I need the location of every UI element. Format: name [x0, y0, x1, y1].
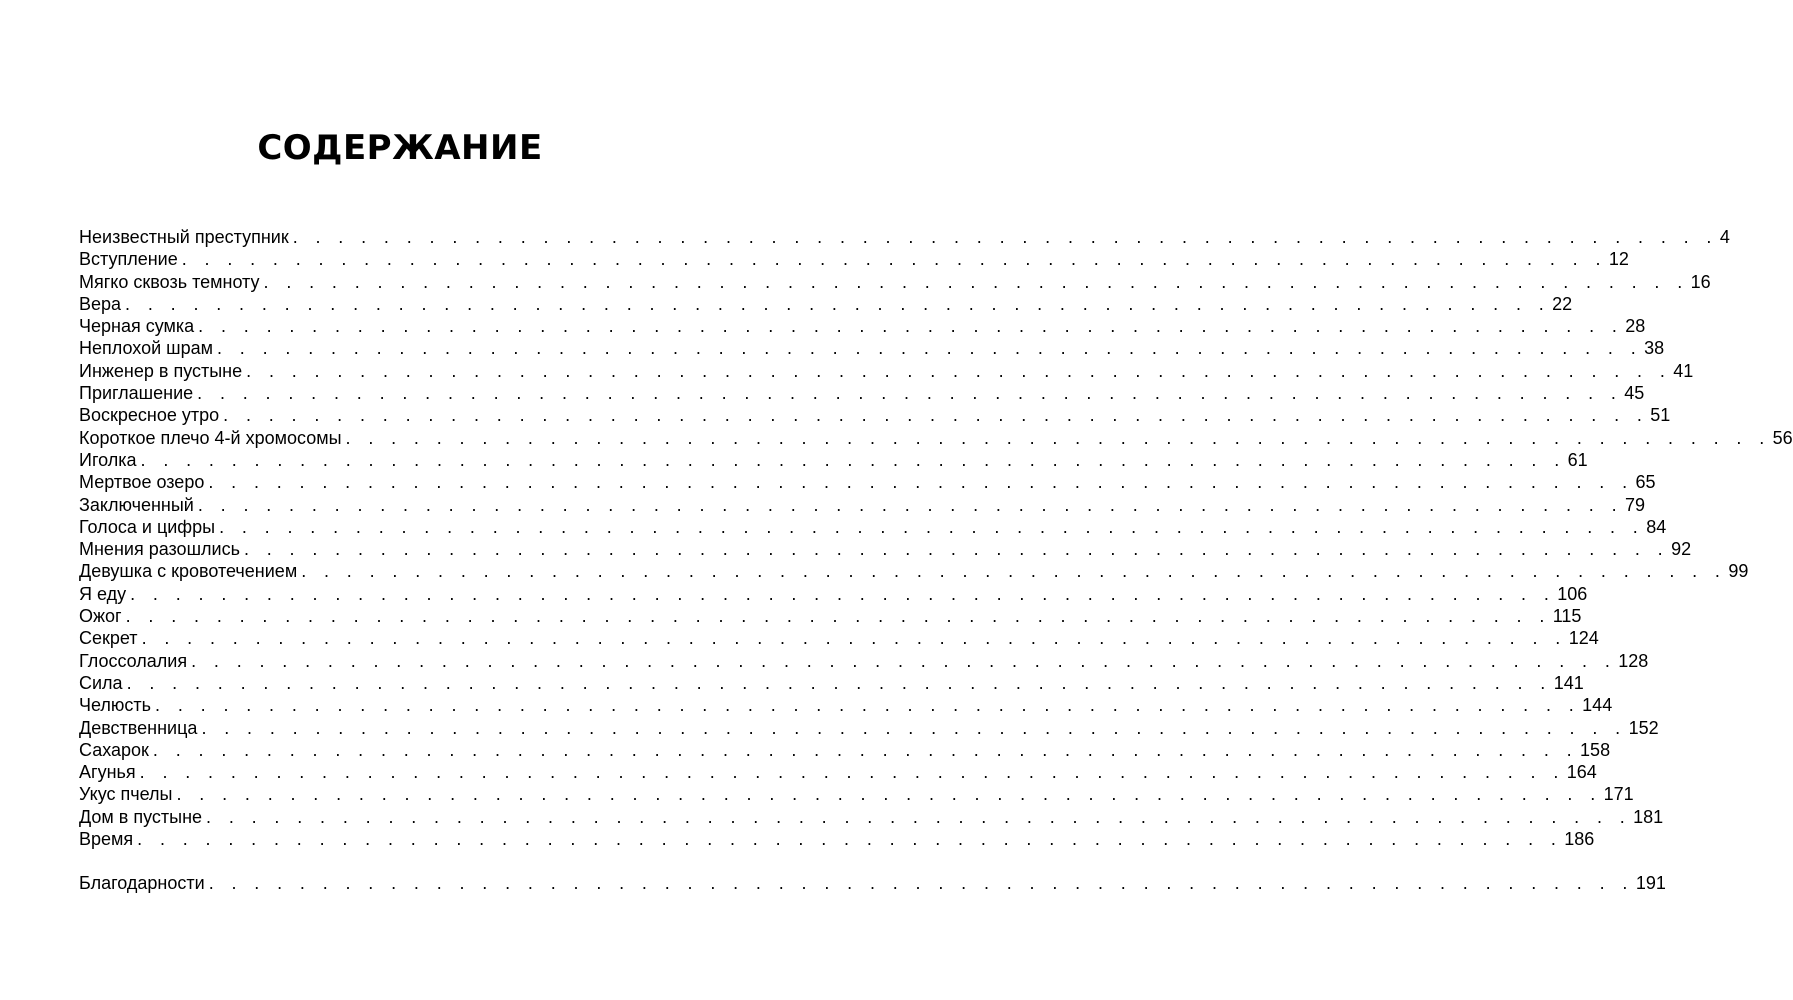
- page-title: СОДЕРЖАНИЕ: [257, 128, 543, 168]
- dot-leader: . . . . . . . . . . . . . . . . . . . . . . . . . . . . . . . . . . . . . . . . . . . . . . . . . . . . . . . . . . . . . . .: [216, 338, 1643, 359]
- dot-leader: . . . . . . . . . . . . . . . . . . . . . . . . . . . . . . . . . . . . . . . . . . . . . . . . . . . . . . . . . . . . . . .: [141, 628, 1567, 649]
- toc-entry-title: Сахарок: [79, 739, 149, 760]
- dot-leader: . . . . . . . . . . . . . . . . . . . . . . . . . . . . . . . . . . . . . . . . . . . . . . . . . . . . . . . . . . . . . . .: [208, 472, 1634, 493]
- toc-entry: [79, 583, 1588, 605]
- toc-entry-page: 22: [1552, 293, 1573, 314]
- toc-entry-title: Укус пчелы: [79, 784, 173, 805]
- toc-entry: [79, 828, 1595, 850]
- dot-leader: . . . . . . . . . . . . . . . . . . . . . . . . . . . . . . . . . . . . . . . . . . . . . . . . . . . . . . . . . . . . . . .: [137, 829, 1563, 850]
- dot-leader: . . . . . . . . . . . . . . . . . . . . . . . . . . . . . . . . . . . . . . . . . . . . . . . . . . . . . . . . . . . . . . .: [201, 717, 1627, 738]
- toc-entry-title: Заключенный: [79, 494, 194, 515]
- toc-entry-page: 4: [1719, 227, 1730, 247]
- toc-entry-page: 115: [1552, 606, 1582, 627]
- toc-entry-page: 191: [1635, 873, 1666, 894]
- toc-entry: [79, 650, 1649, 672]
- toc-entry-title: Голоса и цифры: [79, 516, 216, 537]
- toc-entry: [79, 672, 1584, 694]
- toc-entry: [79, 783, 1634, 805]
- toc-entry: [79, 271, 1711, 293]
- toc-entry-title: Сила: [79, 672, 123, 693]
- toc-entry-page: 186: [1564, 829, 1595, 850]
- toc-entry-title: Короткое плечо 4-й хромосомы: [79, 427, 342, 448]
- toc-entry: [79, 694, 1613, 716]
- toc-entry: [79, 516, 1667, 538]
- dot-leader: . . . . . . . . . . . . . . . . . . . . . . . . . . . . . . . . . . . . . . . . . . . . . . . . . . . . . . . . . . . . . . .: [208, 873, 1634, 894]
- toc-entry: [79, 248, 1629, 270]
- toc-entry: [79, 315, 1646, 337]
- dot-leader: . . . . . . . . . . . . . . . . . . . . . . . . . . . . . . . . . . . . . . . . . . . . . . . . . . . . . . . . . . . . . . .: [176, 784, 1602, 805]
- toc-entry-title: Вера: [79, 293, 122, 314]
- toc-entry-page: 84: [1646, 516, 1667, 537]
- toc-entry-title: Дом в пустыне: [79, 806, 203, 827]
- toc-entry-title: Девственница: [79, 717, 198, 738]
- dot-leader: . . . . . . . . . . . . . . . . . . . . . . . . . . . . . . . . . . . . . . . . . . . . . . . . . . . . . . . . . . . . . . .: [263, 271, 1689, 292]
- dot-leader: . . . . . . . . . . . . . . . . . . . . . . . . . . . . . . . . . . . . . . . . . . . . . . . . . . . . . . . . . . . . . . .: [345, 427, 1771, 448]
- dot-leader: . . . . . . . . . . . . . . . . . . . . . . . . . . . . . . . . . . . . . . . . . . . . . . . . . . . . . . . . . . . . . . .: [223, 405, 1649, 426]
- toc-entry-title: Я еду: [79, 583, 127, 604]
- dot-leader: . . . . . . . . . . . . . . . . . . . . . . . . . . . . . . . . . . . . . . . . . . . . . . . . . . . . . . . . . . . . . . .: [197, 494, 1623, 515]
- dot-leader: . . . . . . . . . . . . . . . . . . . . . . . . . . . . . . . . . . . . . . . . . . . . . . . . . . . . . . . . . . . . . . .: [219, 516, 1645, 537]
- toc-entry-title: Иголка: [79, 449, 137, 470]
- dot-leader: . . . . . . . . . . . . . . . . . . . . . . . . . . . . . . . . . . . . . . . . . . . . . . . . . . . . . . . . . . . . . . .: [125, 606, 1551, 627]
- toc-entry: [79, 337, 1665, 359]
- dot-leader: . . . . . . . . . . . . . . . . . . . . . . . . . . . . . . . . . . . . . . . . . . . . . . . . . . . . . . . . . . . . . . .: [126, 672, 1552, 693]
- toc-entry-page: 41: [1673, 360, 1694, 381]
- toc-entry-title: Неизвестный преступник: [79, 227, 289, 247]
- dot-leader: . . . . . . . . . . . . . . . . . . . . . . . . . . . . . . . . . . . . . . . . . . . . . . . . . . . . . . . . . . . . . . .: [125, 293, 1551, 314]
- dot-leader: . . . . . . . . . . . . . . . . . . . . . . . . . . . . . . . . . . . . . . . . . . . . . . . . . . . . . . . . . . . . . . .: [130, 583, 1556, 604]
- toc-entry-page: 56: [1772, 427, 1793, 448]
- dot-leader: . . . . . . . . . . . . . . . . . . . . . . . . . . . . . . . . . . . . . . . . . . . . . . . . . . . . . . . . . . . . . . .: [198, 316, 1624, 337]
- toc-entry-title: Ожог: [79, 606, 122, 627]
- toc-entry-page: 158: [1580, 739, 1611, 760]
- dot-leader: . . . . . . . . . . . . . . . . . . . . . . . . . . . . . . . . . . . . . . . . . . . . . . . . . . . . . . . . . . . . . . .: [139, 762, 1565, 783]
- toc-entry-title: Благодарности: [79, 873, 205, 894]
- toc-entry-page: 28: [1625, 316, 1646, 337]
- toc-entry-title: Приглашение: [79, 383, 194, 404]
- dot-leader: . . . . . . . . . . . . . . . . . . . . . . . . . . . . . . . . . . . . . . . . . . . . . . . . . . . . . . . . . . . . . . .: [197, 383, 1623, 404]
- toc-entry: [79, 806, 1664, 828]
- toc-entry-page: 152: [1628, 717, 1659, 738]
- toc-entry-title: Челюсть: [79, 695, 152, 716]
- toc-entry-title: Неплохой шрам: [79, 338, 213, 359]
- dot-leader: . . . . . . . . . . . . . . . . . . . . . . . . . . . . . . . . . . . . . . . . . . . . . . . . . . . . . . . . . . . . . . .: [152, 739, 1579, 760]
- dot-leader: . . . . . . . . . . . . . . . . . . . . . . . . . . . . . . . . . . . . . . . . . . . . . . . . . . . . . . . . . . . . . . .: [301, 561, 1727, 582]
- toc-entry-page: 51: [1650, 405, 1671, 426]
- dot-leader: . . . . . . . . . . . . . . . . . . . . . . . . . . . . . . . . . . . . . . . . . . . . . . . . . . . . . . . . . . . . . . .: [191, 650, 1617, 671]
- toc-entry: [79, 449, 1588, 471]
- toc-entry: [79, 538, 1692, 560]
- toc-entry-page: 79: [1624, 494, 1645, 515]
- toc-entry-title: Мягко сквозь темноту: [79, 271, 260, 292]
- toc-entry-page: 124: [1568, 628, 1599, 649]
- toc-entry-title: Мнения разошлись: [79, 539, 240, 560]
- dot-leader: . . . . . . . . . . . . . . . . . . . . . . . . . . . . . . . . . . . . . . . . . . . . . . . . . . . . . . . . . . . . . . .: [243, 539, 1670, 560]
- dot-leader: . . . . . . . . . . . . . . . . . . . . . . . . . . . . . . . . . . . . . . . . . . . . . . . . . . . . . . . . . . . . . . .: [246, 360, 1672, 381]
- toc-entry: [79, 627, 1599, 649]
- toc-entry-page: 38: [1644, 338, 1665, 359]
- toc-entry-title: Воскресное утро: [79, 405, 220, 426]
- toc-entry: [79, 471, 1656, 493]
- toc-entry: [79, 382, 1645, 404]
- toc-entry-title: Агунья: [79, 762, 136, 783]
- toc-entry-title: Глоссолалия: [79, 650, 188, 671]
- toc-entry-title: Время: [79, 829, 134, 850]
- toc-entry-page: 61: [1567, 449, 1588, 470]
- dot-leader: . . . . . . . . . . . . . . . . . . . . . . . . . . . . . . . . . . . . . . . . . . . . . . . . . . . . . . . . . . . . . . .: [181, 249, 1607, 270]
- toc-entry-page: 99: [1728, 561, 1749, 582]
- toc-entry-title: Инженер в пустыне: [79, 360, 243, 381]
- toc-entry-title: Секрет: [79, 628, 138, 649]
- toc-entry-page: 141: [1553, 672, 1584, 693]
- toc-entry: [79, 560, 1749, 582]
- dot-leader: . . . . . . . . . . . . . . . . . . . . . . . . . . . . . . . . . . . . . . . . . . . . . . . . . . . . . . . . . . . . . . .: [292, 227, 1718, 247]
- section-gap: [79, 850, 677, 872]
- toc-entry-page: 65: [1635, 472, 1656, 493]
- toc-entry-page: 106: [1557, 583, 1588, 604]
- dot-leader: . . . . . . . . . . . . . . . . . . . . . . . . . . . . . . . . . . . . . . . . . . . . . . . . . . . . . . . . . . . . . . .: [140, 449, 1566, 470]
- toc-entry-page: 164: [1566, 762, 1597, 783]
- toc-entry-page: 16: [1690, 271, 1711, 292]
- toc-entry: [79, 360, 1694, 382]
- toc-entry-title: Вступление: [79, 249, 178, 270]
- toc-entry-page: 45: [1624, 383, 1645, 404]
- toc-entry-page: 92: [1671, 539, 1692, 560]
- toc-entry: [79, 872, 1666, 894]
- toc-entry-title: Девушка с кровотечением: [79, 561, 298, 582]
- toc-entry: [79, 404, 1671, 426]
- dot-leader: . . . . . . . . . . . . . . . . . . . . . . . . . . . . . . . . . . . . . . . . . . . . . . . . . . . . . . . . . . . . . . .: [206, 806, 1632, 827]
- toc-entry: [79, 717, 1659, 739]
- toc-entry-page: 12: [1608, 249, 1629, 270]
- toc-entry: [79, 293, 1573, 315]
- toc-entry: [79, 605, 1582, 627]
- table-of-contents: [79, 226, 1793, 895]
- toc-entry: [79, 739, 1611, 761]
- toc-entry-page: 144: [1582, 695, 1613, 716]
- toc-entry-title: Мертвое озеро: [79, 472, 205, 493]
- toc-entry-page: 128: [1618, 650, 1649, 671]
- toc-entry: [79, 427, 1793, 449]
- toc-entry: [79, 494, 1645, 516]
- toc-entry-title: Черная сумка: [79, 316, 195, 337]
- toc-entry: [79, 226, 1730, 248]
- toc-entry: [79, 761, 1597, 783]
- dot-leader: . . . . . . . . . . . . . . . . . . . . . . . . . . . . . . . . . . . . . . . . . . . . . . . . . . . . . . . . . . . . . . .: [155, 695, 1581, 716]
- toc-entry-page: 171: [1603, 784, 1634, 805]
- toc-entry-page: 181: [1633, 806, 1664, 827]
